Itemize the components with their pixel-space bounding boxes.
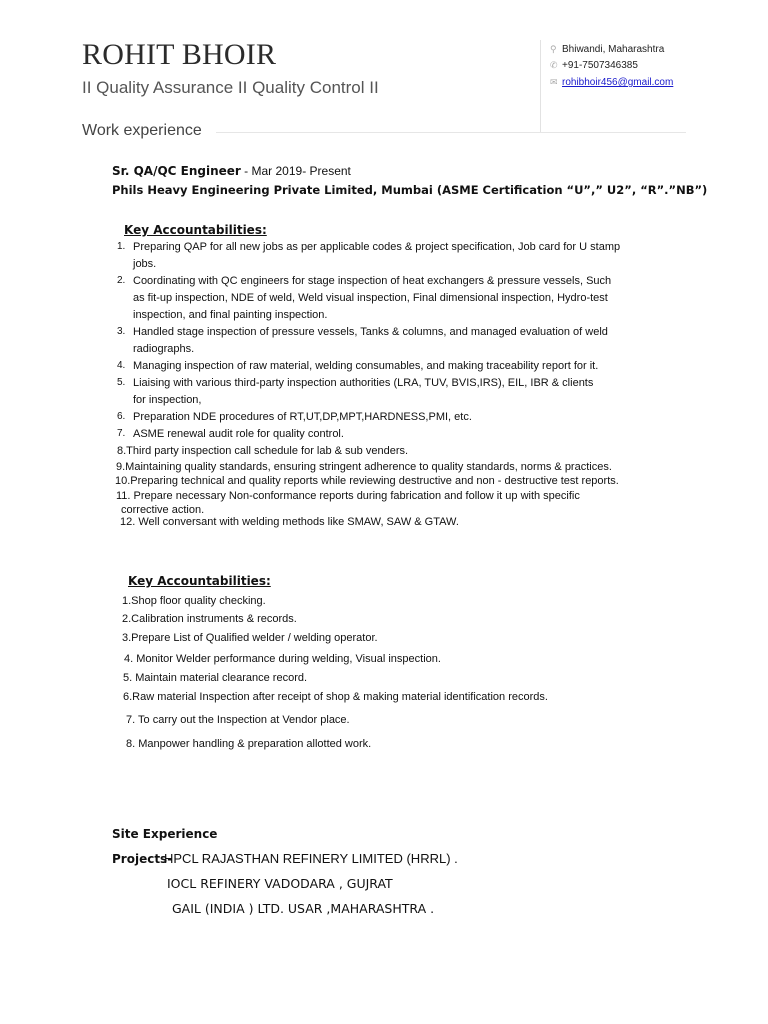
list-item-number: 5. bbox=[117, 377, 126, 388]
job-dates: - Mar 2019- Present bbox=[240, 164, 351, 178]
project-item: GAIL (INDIA ) LTD. USAR ,MAHARASHTRA . bbox=[172, 901, 435, 916]
list-item: 8. Manpower handling & preparation allotted work. bbox=[126, 738, 372, 750]
list-item: 5. Maintain material clearance record. bbox=[123, 672, 308, 684]
list-item: Coordinating with QC engineers for stage inspection of heat exchangers & pressure vessels, Such bbox=[133, 275, 612, 287]
map-pin-icon: ⚲ bbox=[550, 44, 557, 54]
key-accountabilities-heading: Key Accountabilities: bbox=[124, 223, 267, 237]
key-accountabilities-heading-2: Key Accountabilities: bbox=[128, 574, 271, 588]
list-item: 7. To carry out the Inspection at Vendor place. bbox=[126, 714, 350, 726]
list-item-number: 2. bbox=[117, 275, 126, 286]
email-link[interactable]: rohibhoir456@gmail.com bbox=[562, 77, 674, 88]
list-item: radiographs. bbox=[133, 343, 195, 355]
list-item: Handled stage inspection of pressure vessels, Tanks & columns, and managed evaluation of weld bbox=[133, 326, 608, 338]
list-item: 1.Shop floor quality checking. bbox=[122, 595, 266, 607]
header-divider bbox=[540, 40, 541, 132]
list-item-number: 6. bbox=[117, 411, 126, 422]
list-item: inspection, and final painting inspection. bbox=[133, 309, 328, 321]
list-item: as fit-up inspection, NDE of weld, Weld visual inspection, Final dimensional inspection, Hydro-test bbox=[133, 292, 608, 304]
site-experience-title: Site Experience bbox=[112, 827, 218, 841]
list-item: corrective action. bbox=[121, 504, 205, 516]
list-item: 4. Monitor Welder performance during welding, Visual inspection. bbox=[124, 653, 441, 665]
list-item: 2.Calibration instruments & records. bbox=[122, 613, 297, 625]
list-item: Preparation NDE procedures of RT,UT,DP,MPT,HARDNESS,PMI, etc. bbox=[133, 411, 472, 423]
list-item: for inspection, bbox=[133, 394, 202, 406]
phone-icon: ✆ bbox=[550, 60, 558, 70]
candidate-name: ROHIT BHOIR bbox=[82, 38, 277, 71]
contact-location: ⚲ Bhiwandi, Maharashtra bbox=[550, 44, 665, 55]
list-item: 8.Third party inspection call schedule for lab & sub venders. bbox=[117, 445, 409, 457]
contact-email[interactable] bbox=[550, 77, 673, 88]
section-title-work-experience: Work experience bbox=[82, 122, 202, 139]
list-item: jobs. bbox=[133, 258, 157, 270]
candidate-subtitle: II Quality Assurance II Quality Control II bbox=[82, 78, 379, 97]
job-title: Sr. QA/QC Engineer - Mar 2019- Present bbox=[112, 164, 351, 178]
projects-label: Projects- bbox=[112, 852, 173, 866]
list-item: 6.Raw material Inspection after receipt of shop & making material identification records. bbox=[123, 691, 548, 703]
envelope-icon: ✉ bbox=[550, 77, 558, 87]
section-rule bbox=[216, 132, 686, 133]
list-item: Preparing QAP for all new jobs as per applicable codes & project specification, Job card for U stamp bbox=[133, 241, 621, 253]
list-item: Liaising with various third-party inspection authorities (LRA, TUV, BVIS,IRS), EIL, IBR & clients bbox=[133, 377, 594, 389]
company-name: Phils Heavy Engineering Private Limited, Mumbai (ASME Certification “U”,” U2”, “R”.”NB”) bbox=[112, 183, 708, 197]
list-item: 11. Prepare necessary Non-conformance reports during fabrication and follow it up with specific bbox=[116, 490, 580, 502]
list-item: 10.Preparing technical and quality reports while reviewing destructive and non - destructive test reports. bbox=[115, 475, 619, 487]
contact-phone: ✆ +91-7507346385 bbox=[550, 60, 638, 71]
list-item-number: 7. bbox=[117, 428, 126, 439]
list-item-number: 4. bbox=[117, 360, 126, 371]
list-item-number: 3. bbox=[117, 326, 126, 337]
project-item: HPCL RAJASTHAN REFINERY LIMITED (HRRL) . bbox=[164, 851, 458, 866]
list-item-number: 1. bbox=[117, 241, 126, 252]
list-item: ASME renewal audit role for quality control. bbox=[133, 428, 344, 440]
list-item: 9.Maintaining quality standards, ensuring stringent adherence to quality standards, norms & practices. bbox=[116, 461, 612, 473]
project-item: IOCL REFINERY VADODARA , GUJRAT bbox=[167, 876, 393, 891]
list-item: 12. Well conversant with welding methods like SMAW, SAW & GTAW. bbox=[120, 516, 459, 528]
list-item: 3.Prepare List of Qualified welder / welding operator. bbox=[122, 632, 378, 644]
list-item: Managing inspection of raw material, welding consumables, and making traceability report for it. bbox=[133, 360, 599, 372]
